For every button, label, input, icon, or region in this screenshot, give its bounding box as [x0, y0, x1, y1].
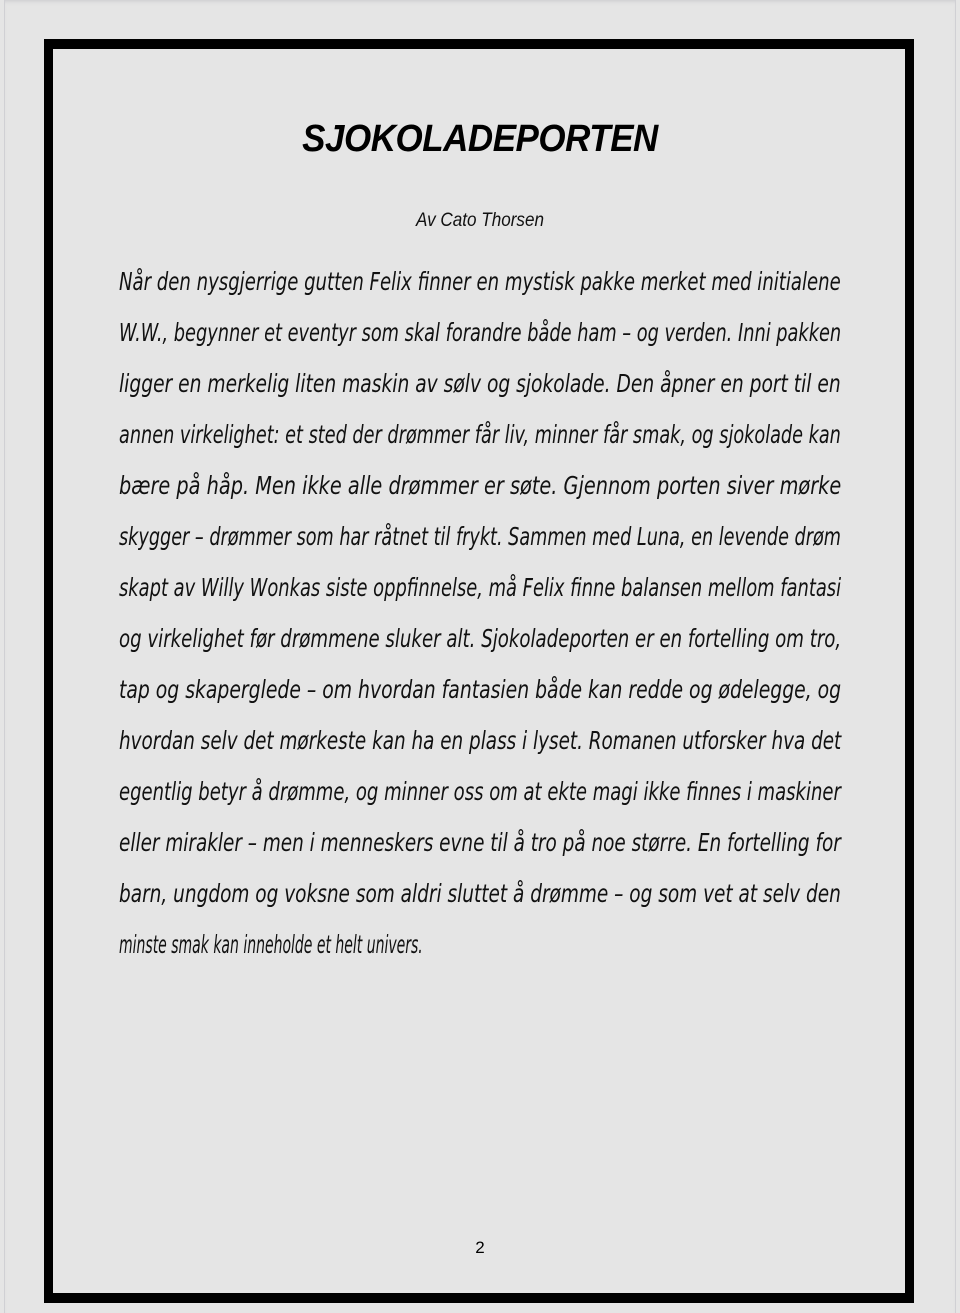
paragraph-line: skygger – drømmer som har råtnet til frykt. Sammen med Luna, en levende drøm	[119, 522, 841, 551]
paragraph-line: ligger en merkelig liten maskin av sølv og sjokolade. Den åpner en port til en	[119, 369, 841, 398]
synopsis-paragraph	[119, 256, 841, 970]
document-title: SJOKOLADEPORTEN	[302, 118, 658, 160]
paragraph-line: bære på håp. Men ikke alle drømmer er søte. Gjennom porten siver mørke	[119, 471, 842, 500]
paragraph-line: skapt av Willy Wonkas siste oppfinnelse, må Felix finne balansen mellom fantasi	[119, 573, 842, 602]
page-number: 2	[475, 1238, 485, 1257]
paragraph-line: W.W., begynner et eventyr som skal forandre både ham – og verden. Inni pakken	[119, 318, 842, 347]
paragraph-line: minste smak kan inneholde et helt univers.	[119, 930, 423, 959]
paragraph-line: annen virkelighet: et sted der drømmer får liv, minner får smak, og sjokolade kan	[119, 420, 841, 449]
paragraph-line: tap og skaperglede – om hvordan fantasien både kan redde og ødelegge, og	[119, 675, 842, 704]
paragraph-line: barn, ungdom og voksne som aldri sluttet å drømme – og som vet at selv den	[119, 879, 841, 908]
paragraph-line: og virkelighet før drømmene sluker alt. Sjokoladeporten er en fortelling om tro,	[119, 624, 842, 653]
paragraph-line: hvordan selv det mørkeste kan ha en plass i lyset. Romanen utforsker hva det	[119, 726, 842, 755]
paragraph-line: eller mirakler – men i menneskers evne til å tro på noe større. En fortelling for	[119, 828, 841, 857]
paragraph-line: egentlig betyr å drømme, og minner oss om at ekte magi ikke finnes i maskiner	[119, 777, 841, 806]
author-byline: Av Cato Thorsen	[415, 210, 544, 231]
paragraph-line: Når den nysgjerrige gutten Felix finner en mystisk pakke merket med initialene	[119, 267, 841, 296]
